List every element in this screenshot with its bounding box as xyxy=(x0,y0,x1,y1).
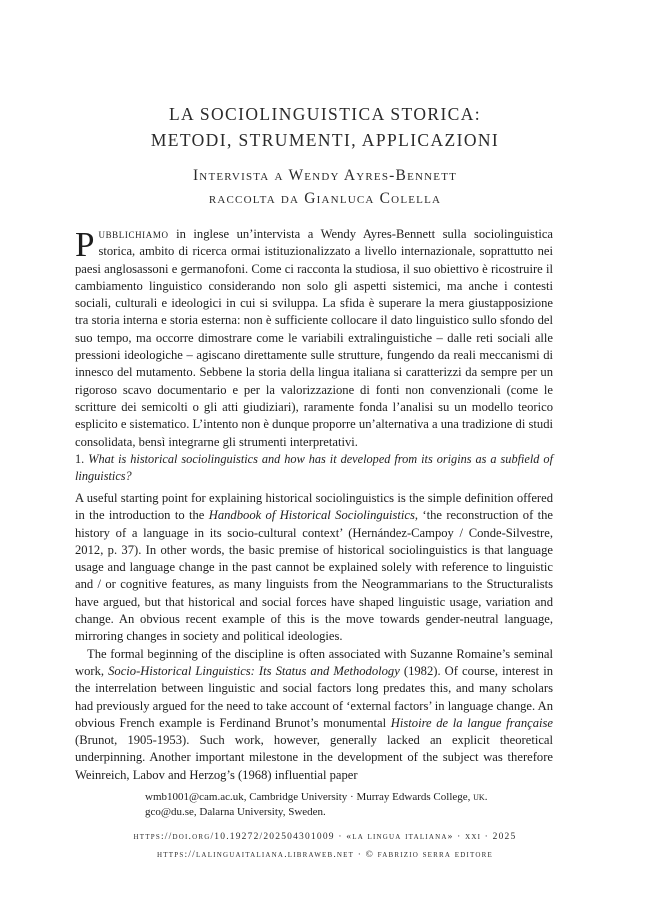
answer-p2-text-e: (Brunot, 1905-1953). Such work, however, generally lacked an explicit theoretical underpinning. Another important milestone in the development of the subject was therefore Weinreich, Labov and Herzog’s (1968) influential paper xyxy=(75,733,553,782)
drop-cap: P xyxy=(75,225,95,264)
answer-p2-text-c: (1982). Of course, interest in the interrelation between linguistic and social factors long predates this, and many scholars had previously argued for the need to take account of ‘external factors’ in language change. An obvious French example is Ferdinand Brunot’s monumental xyxy=(75,663,553,730)
interview-question xyxy=(75,451,553,484)
answer-p1-text-a: A useful starting point for explaining historical sociolinguistics is the simple definition offered in the introduction to the xyxy=(75,491,553,523)
footnote-affiliation-1 xyxy=(145,790,585,805)
footnote-affiliation-2: gco@du.se, Dalarna University, Sweden. xyxy=(145,806,326,818)
footer-doi-line: https://doi.org/10.19272/202504301009 · «la lingua italiana» · xxi · 2025 xyxy=(133,832,517,842)
handbook-title: Handbook of Historical Sociolinguistics xyxy=(208,508,415,523)
footer-publisher-line: https://lalinguaitaliana.libraweb.net · © fabrizio serra editore xyxy=(157,850,493,860)
intro-paragraph xyxy=(75,226,553,451)
brunot-book-title: Histoire de la langue française xyxy=(390,715,553,730)
intro-lead-word: ubblichiamo xyxy=(98,227,169,241)
romaine-book-title: Socio-Historical Linguistics: Its Status and Methodology xyxy=(108,663,400,678)
article-title-line-2: METODI, STRUMENTI, APPLICAZIONI xyxy=(150,130,500,150)
answer-text xyxy=(75,490,553,784)
article-title-line-1: LA SOCIOLINGUISTICA STORICA: xyxy=(168,104,482,124)
answer-p1-text-c: , ‘the reconstruction of the history of a language in its socio-cultural context’ (Hernández-Campoy / Conde-Silvestre, 2012, p. 37). In other words, the basic premise of historical sociolinguistics is that language usage and language change in the past cannot be explained solely with reference to linguistic and / or cognitive features, as many linguists from the Neogrammarians to the Structuralists have argued, but that historical and social forces have shaped linguistic usage, variation and change. An obvious recent example of this is the move towards gender-neutral language, mirroring changes in society and political ideologies. xyxy=(75,508,554,644)
footnote-1-end: . xyxy=(484,791,488,803)
footnote-1-text: wmb1001@cam.ac.uk, Cambridge University · Murray Edwards College, xyxy=(145,791,474,803)
question-text: What is historical sociolinguistics and how has it developed from its origins as a subfield of linguistics? xyxy=(75,452,553,483)
intro-text: in inglese un’intervista a Wendy Ayres-Bennett sulla sociolinguistica storica, ambito di ricerca ormai istituzionalizzato a livello internazionale, soprattutto nei paesi anglosassoni e germanofoni. Come ci racconta la studiosa, il suo obiettivo è ricostruire il cambiamento linguistico considerando non solo gli aspetti sistemici, ma anche i contesti sociali, culturali e ideologici in cui si sviluppa. La sfida è superare la mera giustapposizione tra storia interna e storia esterna: non è sufficiente collocare il dato linguistico sullo sfondo del suo tempo, ma occorre dimostrare come le variabili extralinguistiche – dalle reti sociali alle pressioni ideologiche – agiscano direttamente sulle strutture, fungendo da reali meccanismi di innesco del mutamento. Sebbene la storia della lingua italiana si caratterizzi da sempre per un rigoroso scavo documentario e per la valorizzazione di fonti non convenzionali (come le scritture dei semicolti o gli atti giudiziari), raramente fonda l’analisi su un modello teorico esplicito e sistematico. L’intento non è dunque proporre un’alternativa a una tradizione di studi consolidata, bensì integrarne gli strumenti interpretativi. xyxy=(75,227,553,449)
answer-paragraph-1 xyxy=(75,490,553,646)
answer-p2-text-a: The formal beginning of the discipline is often associated with Suzanne Romaine’s seminal work, xyxy=(75,646,553,678)
article-subtitle-line-1: Intervista a Wendy Ayres-Bennett xyxy=(192,167,458,184)
question-number: 1. xyxy=(75,452,85,466)
answer-paragraph-2 xyxy=(75,646,553,784)
footnote-1-country: uk xyxy=(473,791,485,803)
article-subtitle-line-2: raccolta da Gianluca Colella xyxy=(208,190,442,207)
